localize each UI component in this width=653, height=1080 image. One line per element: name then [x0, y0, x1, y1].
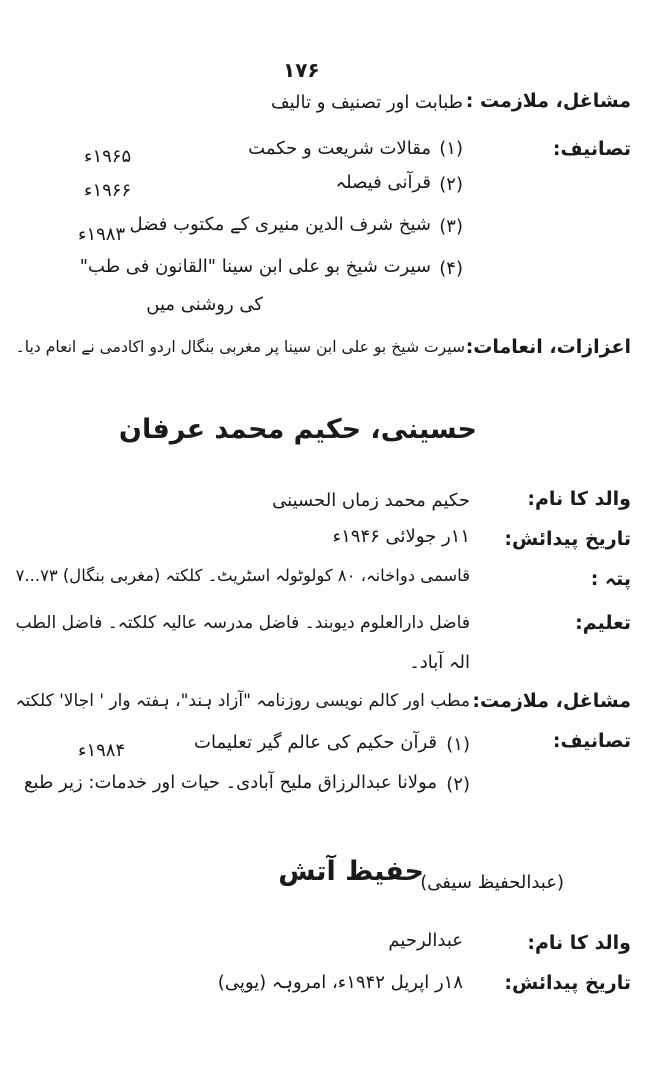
work-year: ۱۹۸۳ء [78, 224, 126, 245]
entry-subheading: (عبدالحفیظ سیفی) [420, 872, 564, 893]
father-name-value: حکیم محمد زماں الحسینی [272, 490, 470, 511]
work-title: قرآن حکیم کی عالم گیر تعلیمات [194, 732, 437, 753]
work-year: ۱۹۸۴ء [78, 740, 126, 761]
birth-date-value: ۱۱ر جولائی ۱۹۴۶ء [332, 526, 470, 547]
work-title: شیخ شرف الدین منیری کے مکتوب فضل [129, 214, 431, 235]
work-title-continuation: کی روشنی میں [146, 294, 263, 315]
birth-date-value: ۱۸ر اپریل ۱۹۴۲ء، امروہہ (یوپی) [217, 972, 463, 993]
work-number: (۱) [439, 138, 463, 159]
father-name-value: عبدالرحیم [388, 930, 463, 951]
address-label: پتہ : [590, 568, 631, 590]
work-title: مقالات شریعت و حکمت [248, 138, 431, 159]
work-title: مولانا عبدالرزاق ملیح آبادی۔ حیات اور خدمات: زیر طبع [23, 772, 437, 793]
father-name-label: والد کا نام: [527, 932, 631, 954]
occupation-value: طبابت اور تصنیف و تالیف [270, 92, 463, 113]
occupation-value: مطب اور کالم نویسی روزنامہ "آزاد ہند"، ہفتہ وار ' اجالا' کلکتہ [15, 691, 470, 711]
work-number: (۲) [446, 774, 470, 795]
work-title: سیرت شیخ بو علی ابن سینا "القانون فی طب" [79, 256, 431, 277]
education-label: تعلیم: [575, 612, 631, 634]
work-number: (۴) [439, 258, 463, 279]
work-year: ۱۹۶۵ء [84, 146, 132, 167]
works-label: تصانیف: [552, 138, 631, 160]
address-value: قاسمی دواخانہ، ۸۰ کولوٹولہ اسٹریٹ۔ کلکتہ (مغربی بنگال) ۷۳...۷ [15, 566, 470, 585]
awards-label: اعزازات، انعامات: [465, 336, 631, 358]
work-number: (۱) [446, 734, 470, 755]
education-value: فاضل دارالعلوم دیوبند۔ فاضل مدرسہ عالیہ کلکتہ۔ فاضل الطب [15, 613, 470, 633]
work-title: قرآنی فیصلہ [335, 172, 431, 193]
entry-heading: حفیظ آتش [278, 856, 424, 887]
father-name-label: والد کا نام: [527, 488, 631, 510]
education-continuation: الہ آباد۔ [409, 652, 470, 673]
work-number: (۲) [439, 174, 463, 195]
page-number: ۱۷۶ [283, 58, 320, 82]
birth-date-label: تاریخ پیدائش: [504, 972, 631, 994]
occupation-label: مشاغل، ملازمت : [465, 90, 631, 112]
work-year: ۱۹۶۶ء [84, 180, 132, 201]
birth-date-label: تاریخ پیدائش: [504, 528, 631, 550]
works-label: تصانیف: [552, 730, 631, 752]
entry-heading: حسینی، حکیم محمد عرفان [118, 414, 477, 445]
work-number: (۳) [439, 216, 463, 237]
awards-value: سیرت شیخ بو علی ابن سینا پر مغربی بنگال اردو اکادمی نے انعام دیا۔ [15, 338, 465, 356]
occupation-label: مشاغل، ملازمت: [472, 690, 631, 712]
